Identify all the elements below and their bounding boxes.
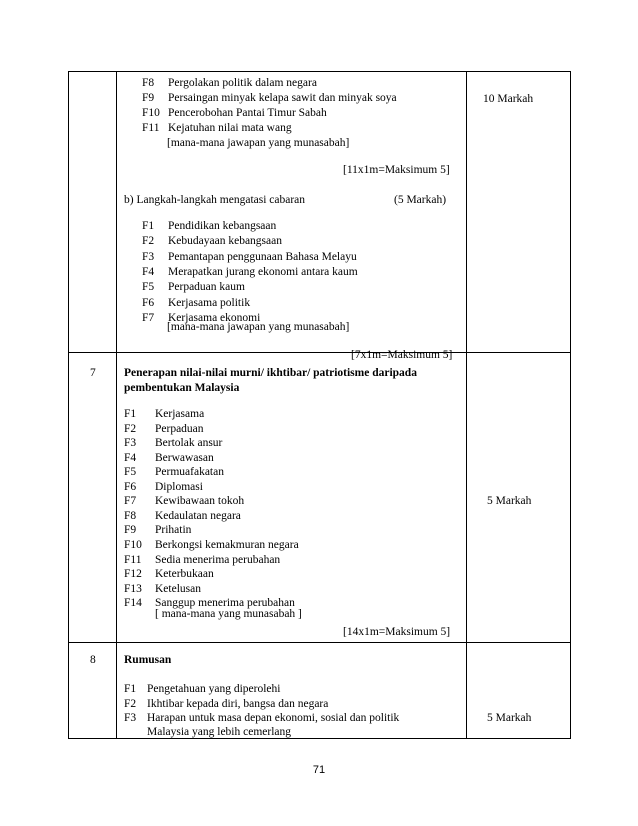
item-code: F2 xyxy=(124,697,137,710)
item-text: Pendidikan kebangsaan xyxy=(168,220,277,232)
item-text: Keterbukaan xyxy=(155,568,214,581)
row-8-continuation: Malaysia yang lebih cemerlang xyxy=(147,726,292,738)
item-code: F4 xyxy=(124,451,137,464)
item-code: F6 xyxy=(142,296,155,309)
item-text: Perpaduan kaum xyxy=(168,281,245,294)
item-text: Kewibawaan tokoh xyxy=(155,495,245,508)
item-code: F11 xyxy=(142,122,160,134)
column-divider-mark xyxy=(466,72,467,738)
row-7-maximum: [14x1m=Maksimum 5] xyxy=(343,626,451,638)
row-8-mark: 5 Markah xyxy=(487,712,532,724)
item-code: F9 xyxy=(124,524,137,537)
item-code: F1 xyxy=(124,683,137,695)
row-8-title: Rumusan xyxy=(124,654,172,666)
item-text: Permuafakatan xyxy=(155,466,224,479)
item-code: F14 xyxy=(124,597,142,610)
item-text: Bertolak ansur xyxy=(155,437,223,450)
row-6-mark: 10 Markah xyxy=(483,93,534,105)
section-b-marks: (5 Markah) xyxy=(394,194,447,206)
item-text: Persaingan minyak kelapa sawit dan minyak soya xyxy=(168,92,397,104)
item-code: F5 xyxy=(142,281,155,294)
item-code: F5 xyxy=(124,466,137,479)
section-b-maximum: [7x1m=Maksimum 5] xyxy=(351,349,453,361)
item-code: F2 xyxy=(124,422,137,435)
item-code: F9 xyxy=(142,92,155,104)
item-code: F3 xyxy=(124,437,137,450)
item-text: Pengetahuan yang diperolehi xyxy=(147,683,281,695)
item-text: Harapan untuk masa depan ekonomi, sosial dan politik xyxy=(147,712,400,724)
item-text: Ketelusan xyxy=(155,582,201,595)
item-text: Sedia menerima perubahan xyxy=(155,553,281,566)
item-text: Kejatuhan nilai mata wang xyxy=(168,122,292,134)
item-text: Kerjasama xyxy=(155,408,205,420)
row-7-note: [ mana-mana yang munasabah ] xyxy=(155,608,302,620)
row-divider-8 xyxy=(69,642,570,643)
item-text: Kebudayaan kebangsaan xyxy=(168,235,282,248)
item-code: F1 xyxy=(124,408,137,420)
item-code: F10 xyxy=(142,107,160,119)
section-b-title: b) Langkah-langkah mengatasi cabaran xyxy=(124,194,306,206)
row-7-title-line-2: pembentukan Malaysia xyxy=(124,382,240,394)
item-text: Kerjasama ekonomi xyxy=(168,311,261,324)
item-text: Prihatin xyxy=(155,524,192,537)
item-text: Pemantapan penggunaan Bahasa Melayu xyxy=(168,250,357,263)
item-text: Kedaulatan negara xyxy=(155,509,241,522)
column-divider-number xyxy=(116,72,117,738)
item-code: F3 xyxy=(124,712,137,724)
item-text: Ikhtibar kepada diri, bangsa dan negara xyxy=(147,697,329,710)
item-text: Berwawasan xyxy=(155,451,214,464)
row-7-title-line-1: Penerapan nilai-nilai murni/ ikhtibar/ patriotisme daripada xyxy=(124,367,417,379)
item-code: F8 xyxy=(124,509,137,522)
item-text: Kerjasama politik xyxy=(168,296,251,309)
section-b-note: [mana-mana jawapan yang munasabah] xyxy=(167,321,350,333)
item-code: F4 xyxy=(142,265,155,278)
row-divider-7 xyxy=(69,352,570,353)
section-a-note: [mana-mana jawapan yang munasabah] xyxy=(167,137,350,149)
section-a-maximum: [11x1m=Maksimum 5] xyxy=(343,164,450,176)
item-code: F10 xyxy=(124,538,142,551)
item-code: F7 xyxy=(142,311,155,324)
item-text: Merapatkan jurang ekonomi antara kaum xyxy=(168,265,358,278)
item-code: F1 xyxy=(142,220,155,232)
item-text: Pergolakan politik dalam negara xyxy=(168,77,317,89)
item-code: F6 xyxy=(124,480,137,493)
item-code: F8 xyxy=(142,77,155,89)
row-7-number: 7 xyxy=(90,367,96,379)
item-text: Berkongsi kemakmuran negara xyxy=(155,538,299,551)
answer-scheme-table xyxy=(68,71,571,739)
item-code: F7 xyxy=(124,495,137,508)
item-code: F12 xyxy=(124,568,142,581)
item-code: F3 xyxy=(142,250,155,263)
row-7-mark: 5 Markah xyxy=(487,495,532,507)
item-code: F11 xyxy=(124,553,142,566)
item-code: F13 xyxy=(124,582,142,595)
item-code: F2 xyxy=(142,235,155,248)
page-number: 71 xyxy=(312,764,326,776)
row-8-number: 8 xyxy=(90,654,96,666)
item-text: Pencerobohan Pantai Timur Sabah xyxy=(168,107,327,119)
item-text: Perpaduan xyxy=(155,422,204,435)
item-text: Sanggup menerima perubahan xyxy=(155,597,295,610)
item-text: Diplomasi xyxy=(155,480,203,493)
